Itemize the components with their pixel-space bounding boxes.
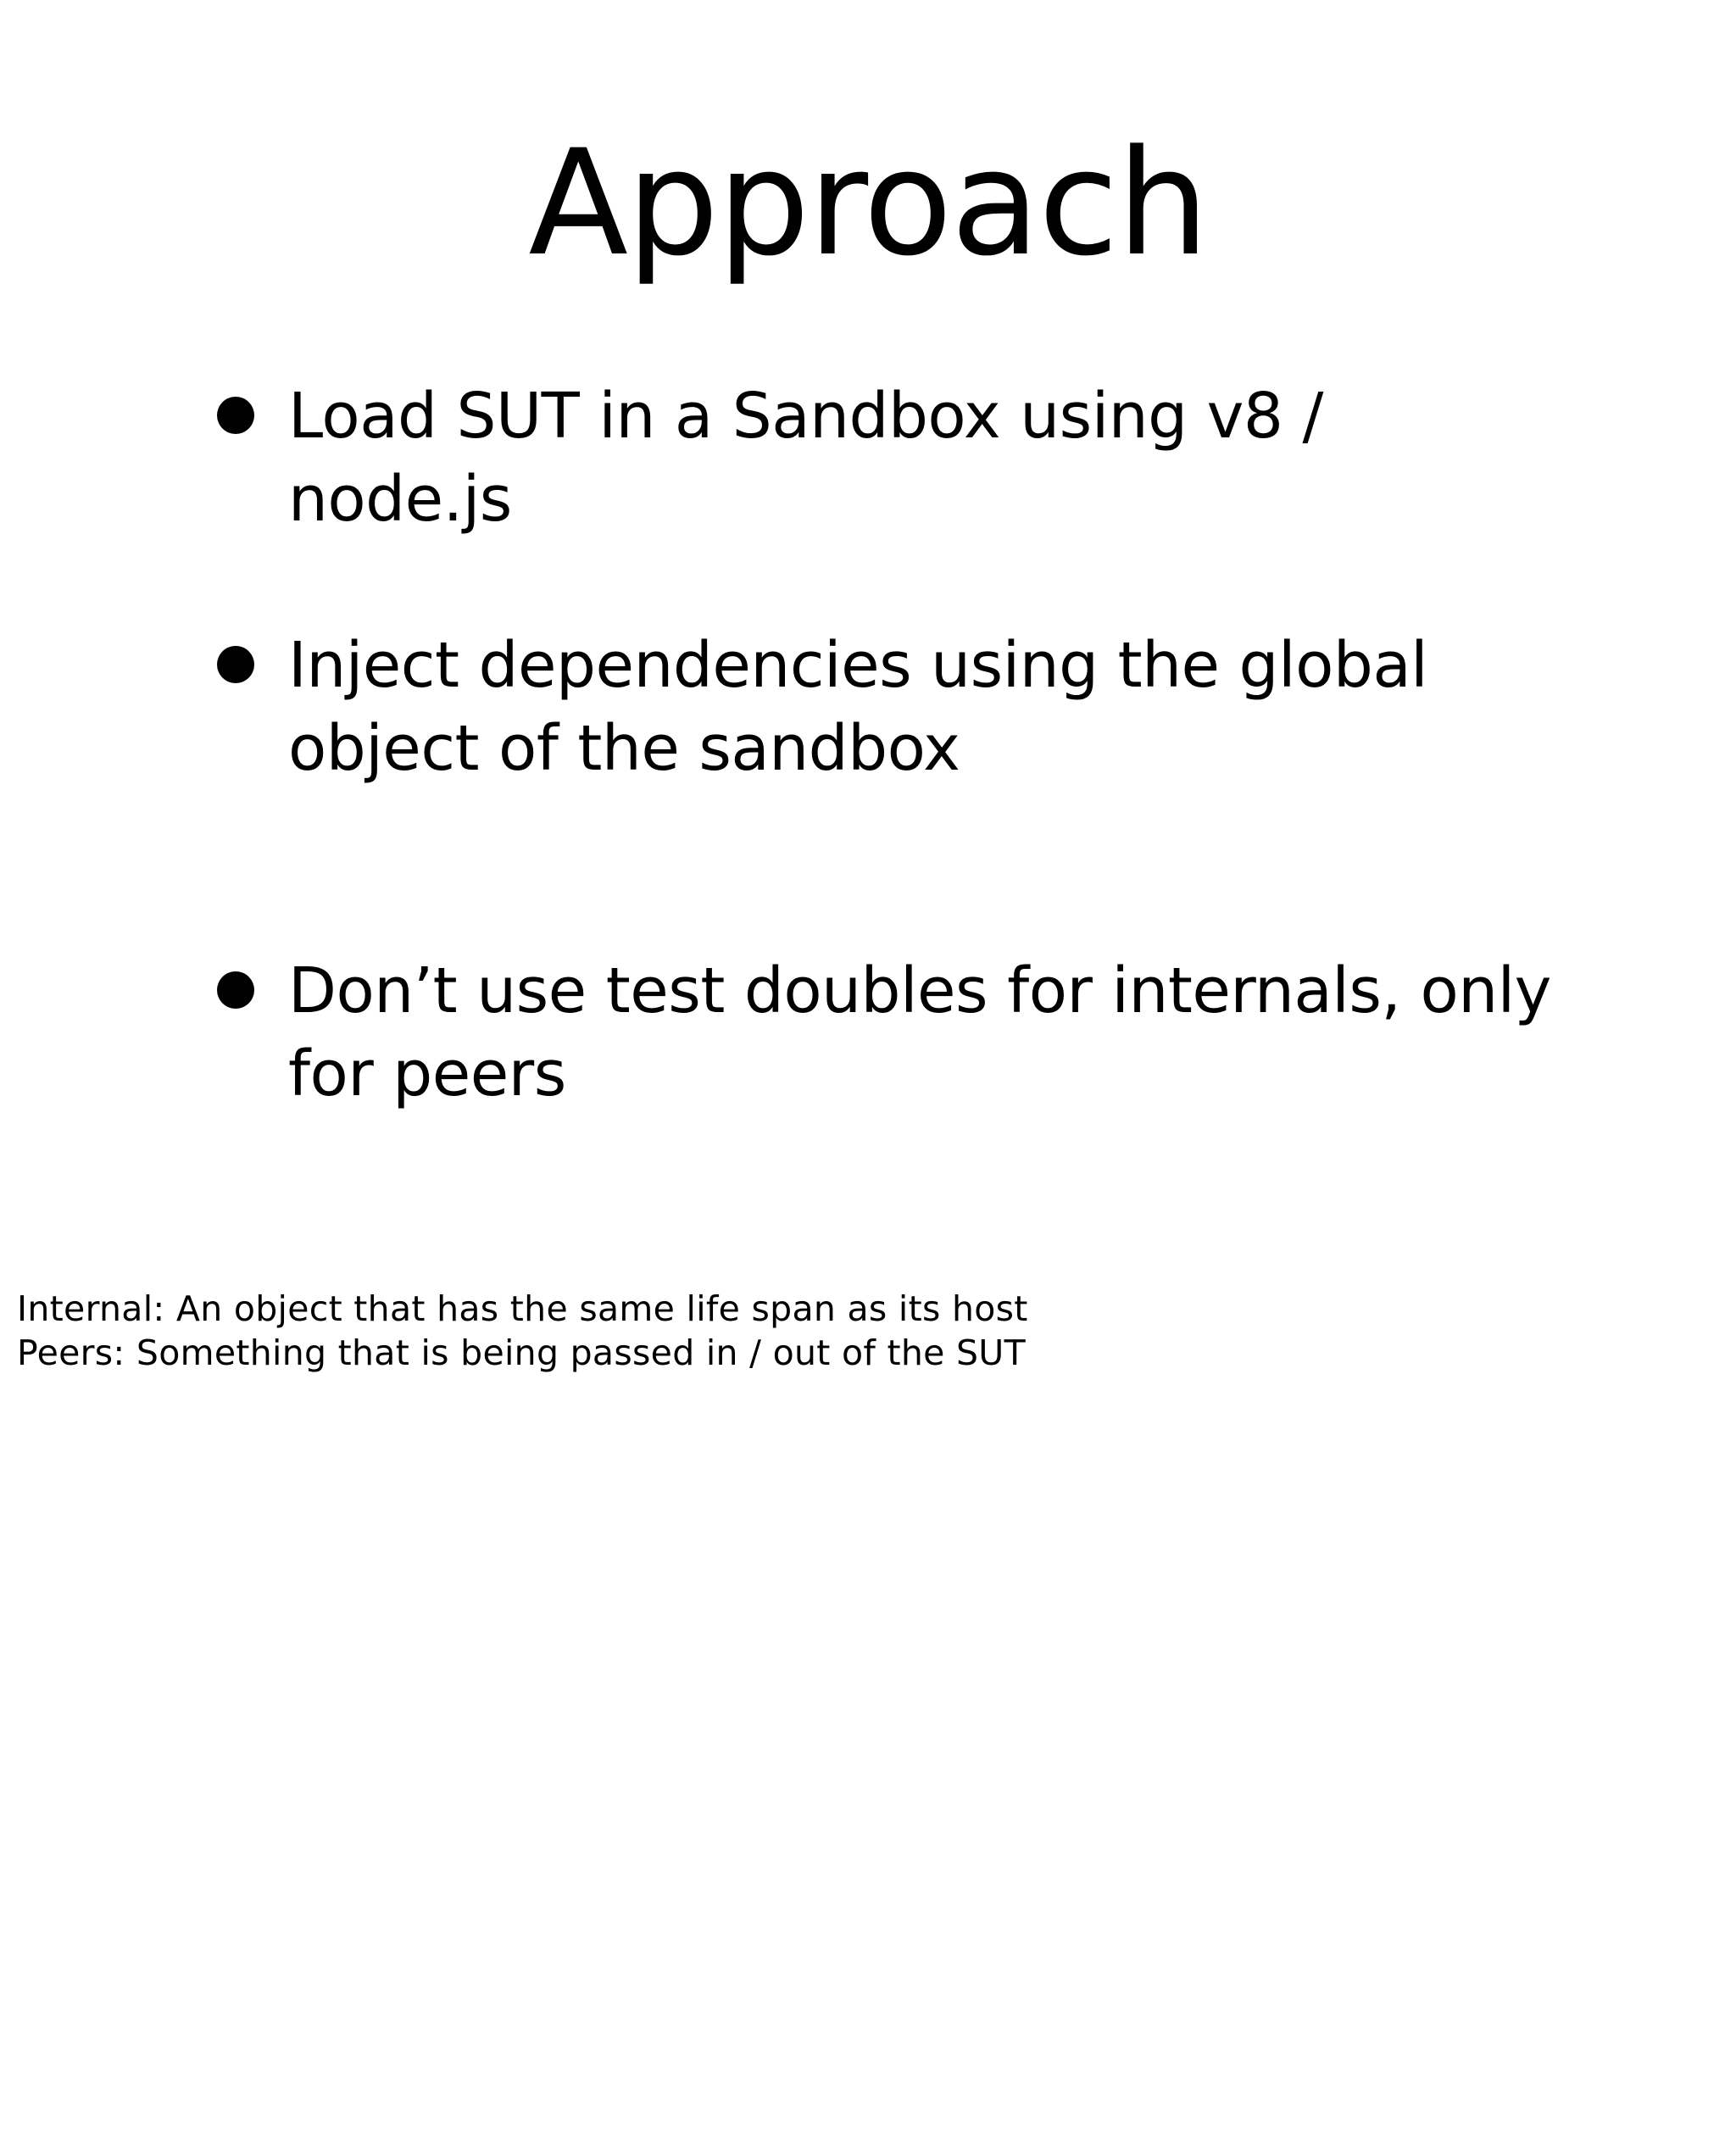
- slide-title: Approach: [528, 118, 1208, 288]
- note-line-internal: Internal: An object that has the same life span as its host: [17, 1288, 1028, 1329]
- bullet-item: [288, 949, 1560, 1115]
- bullet-dot-icon: [217, 971, 254, 1009]
- bullet-text: Inject dependencies using the global object of the sandbox: [288, 629, 1428, 785]
- bullet-dot-icon: [217, 646, 254, 683]
- bullet-text: Load SUT in a Sandbox using v8 / node.js: [288, 380, 1323, 536]
- bullet-item: [288, 375, 1560, 541]
- note-line-peers: Peers: Something that is being passed in / out of the SUT: [17, 1332, 1026, 1373]
- bullet-text: Don’t use test doubles for internals, only for peers: [288, 954, 1551, 1110]
- speaker-notes: [17, 1287, 1204, 1375]
- bullet-item: [288, 624, 1560, 790]
- bullet-dot-icon: [217, 397, 254, 434]
